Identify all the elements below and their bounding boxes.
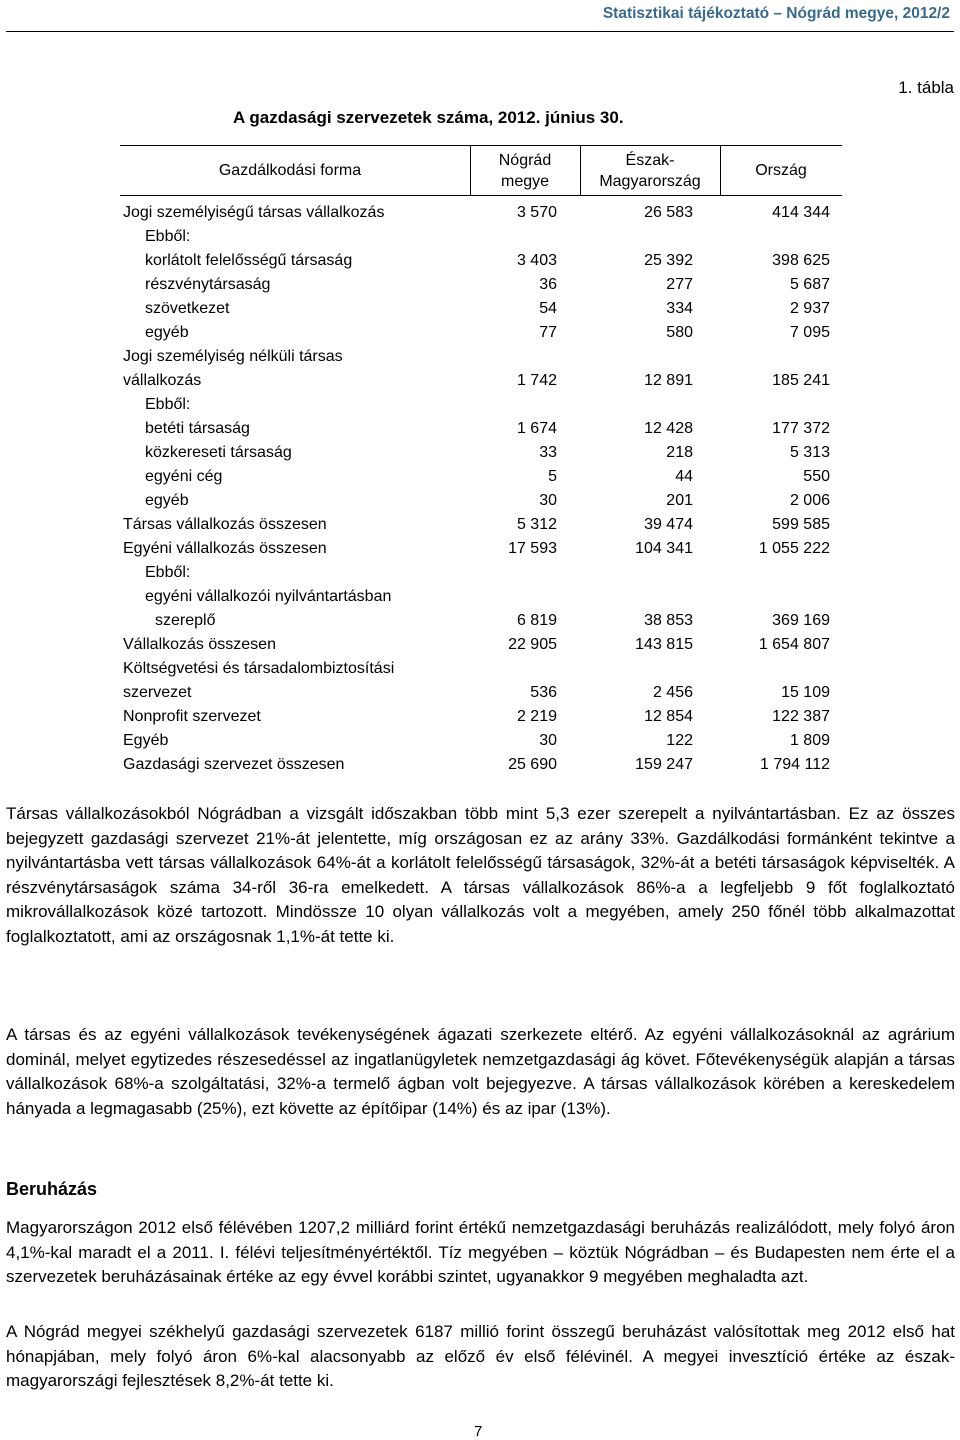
- cell-nograd: 36: [539, 276, 557, 293]
- table-header-rule: [120, 195, 842, 196]
- cell-nograd: 22 905: [508, 636, 557, 653]
- cell-nograd: 5: [548, 468, 557, 485]
- cell-nograd: 1 674: [516, 420, 557, 437]
- row-label: [145, 321, 189, 345]
- cell-eszak: 25 392: [644, 252, 693, 269]
- cell-nograd: 3 403: [516, 252, 557, 269]
- table-row: [0, 705, 960, 729]
- row-label: [123, 201, 384, 225]
- cell-orszag: 5 313: [789, 444, 830, 461]
- table-row: [0, 729, 960, 753]
- cell-eszak: 104 341: [635, 540, 693, 557]
- table-row: [0, 321, 960, 345]
- table-row: [0, 345, 960, 393]
- cell-orszag: 1 654 807: [758, 636, 830, 653]
- row-label: [145, 585, 391, 633]
- row-label-line: betéti társaság: [145, 420, 250, 437]
- row-label: [145, 417, 250, 441]
- row-label: [145, 561, 190, 585]
- cell-orszag: 185 241: [772, 372, 830, 389]
- cell-eszak: 2 456: [652, 684, 693, 701]
- row-label-line: korlátolt felelősségű társaság: [145, 252, 353, 269]
- cell-orszag: 1 809: [789, 732, 830, 749]
- row-label-line: Gazdasági szervezet összesen: [123, 756, 345, 773]
- table-row: [0, 753, 960, 777]
- row-label-line: egyéb: [145, 324, 189, 341]
- cell-eszak: 44: [675, 468, 693, 485]
- cell-nograd: 6 819: [516, 612, 557, 629]
- row-label: [145, 393, 190, 417]
- cell-orszag: 122 387: [772, 708, 830, 725]
- column-header-eszak-line: Észak-: [625, 152, 675, 169]
- column-header-eszak: [580, 150, 720, 192]
- table-row: [0, 513, 960, 537]
- row-label: [123, 753, 344, 777]
- row-label-line: Nonprofit szervezet: [123, 708, 261, 725]
- row-label: [123, 537, 327, 561]
- cell-eszak: 159 247: [635, 756, 693, 773]
- cell-orszag: 1 794 112: [760, 756, 830, 773]
- row-label: [145, 225, 190, 249]
- column-header-form: Gazdálkodási forma: [218, 162, 362, 179]
- cell-eszak: 218: [666, 444, 693, 461]
- cell-nograd: 54: [539, 300, 557, 317]
- cell-orszag: 414 344: [772, 204, 830, 221]
- stats-table: [0, 145, 960, 773]
- row-label: [145, 297, 229, 321]
- row-label: [145, 489, 189, 513]
- cell-orszag: 599 585: [772, 516, 830, 533]
- cell-nograd: 536: [530, 684, 557, 701]
- cell-eszak: 12 891: [644, 372, 693, 389]
- row-label-line: egyéni cég: [145, 468, 223, 485]
- table-row: [0, 465, 960, 489]
- column-header-eszak-line: Magyarország: [599, 173, 701, 190]
- table-row: [0, 393, 960, 417]
- row-label: [123, 657, 394, 705]
- cell-orszag: 15 109: [781, 684, 830, 701]
- column-header-orszag: Ország: [755, 162, 807, 179]
- row-label: [145, 273, 270, 297]
- paragraph: Társas vállalkozásokból Nógrádban a vizsgált időszakban több mint 5,3 ezer szerepelt a nyilvántartásban. Ez az összes bejegyzett gazdasági szervezet 21%-át jelentette, míg országosan ez az arány 33%. Gazdálkodási formánként tekintve a nyilvántartásba vett társas vállalkozások 64%-át a korlátolt felelősségű társaságok, 32%-át a betéti társaságok képviselték. A részvénytársaságok száma 34-ről 36-ra emelkedett. A társas vállalkozások 86%-a a legfeljebb 9 főt foglalkoztató mikrovállalkozások közé tartozott. Mindössze 10 olyan vállalkozás volt a megyében, amely 250 főnél több alkalmazottat foglalkoztatott, ami az országosnak 1,1%-át tette ki.: [6, 804, 955, 946]
- table-top-rule: [120, 145, 842, 146]
- cell-orszag: 550: [803, 468, 830, 485]
- table-row: [0, 297, 960, 321]
- row-label-line: Egyéb: [123, 732, 169, 749]
- row-label-line: szereplő: [155, 612, 216, 629]
- cell-orszag: 2 006: [789, 492, 830, 509]
- row-label-line: Ebből:: [145, 396, 191, 413]
- row-label-line: vállalkozás: [123, 372, 202, 389]
- cell-eszak: 143 815: [635, 636, 693, 653]
- row-label-line: Társas vállalkozás összesen: [123, 516, 327, 533]
- row-label-line: Költségvetési és társadalombiztosítási: [123, 660, 395, 677]
- row-label-line: Jogi személyiségű társas vállalkozás: [123, 204, 385, 221]
- row-label: [145, 249, 352, 273]
- cell-eszak: 201: [666, 492, 693, 509]
- row-label: [145, 441, 292, 465]
- paragraph: A Nógrád megyei székhelyű gazdasági szervezetek 6187 millió forint összegű beruházást valósítottak meg 2012 első hat hónapjában, mely folyó áron 6%-kal alacsonyabb az előző év első félévinél. A megyei invesztíció értéke az észak-magyarországi fejlesztések 8,2%-át tette ki.: [6, 1322, 955, 1390]
- cell-orszag: 398 625: [772, 252, 830, 269]
- table-row: [0, 249, 960, 273]
- cell-eszak: 38 853: [644, 612, 693, 629]
- cell-eszak: 26 583: [644, 204, 693, 221]
- table-row: [0, 225, 960, 249]
- cell-eszak: 122: [666, 732, 693, 749]
- table-row: [0, 441, 960, 465]
- row-label: [123, 705, 261, 729]
- cell-orszag: 369 169: [772, 612, 830, 629]
- row-label-line: egyéb: [145, 492, 189, 509]
- page-number: 7: [474, 1423, 483, 1440]
- table-row: [0, 201, 960, 225]
- table-row: [0, 537, 960, 561]
- cell-nograd: 30: [539, 732, 557, 749]
- row-label-line: szövetkezet: [145, 300, 230, 317]
- row-label: [145, 465, 222, 489]
- row-label-line: egyéni vállalkozói nyilvántartásban: [145, 588, 392, 605]
- row-label-line: részvénytársaság: [145, 276, 271, 293]
- cell-nograd: 77: [539, 324, 557, 341]
- cell-orszag: 2 937: [789, 300, 830, 317]
- row-label-line: Egyéni vállalkozás összesen: [123, 540, 327, 557]
- header-rule: [6, 31, 954, 32]
- cell-orszag: 5 687: [789, 276, 830, 293]
- cell-nograd: 17 593: [508, 540, 557, 557]
- cell-eszak: 334: [666, 300, 693, 317]
- cell-eszak: 12 854: [644, 708, 693, 725]
- table-title: A gazdasági szervezetek száma, 2012. június 30.: [233, 108, 624, 127]
- cell-nograd: 3 570: [516, 204, 557, 221]
- table-row: [0, 633, 960, 657]
- row-label-line: szervezet: [123, 684, 192, 701]
- cell-orszag: 7 095: [789, 324, 830, 341]
- cell-nograd: 30: [539, 492, 557, 509]
- row-label: [123, 729, 168, 753]
- column-header-nograd-line: megye: [500, 173, 550, 190]
- row-label-line: Vállalkozás összesen: [123, 636, 276, 653]
- table-row: [0, 561, 960, 585]
- column-header-nograd-line: Nógrád: [498, 152, 552, 169]
- cell-eszak: 580: [666, 324, 693, 341]
- cell-nograd: 33: [539, 444, 557, 461]
- cell-nograd: 2 219: [516, 708, 557, 725]
- table-number: 1. tábla: [898, 78, 954, 97]
- table-row: [0, 489, 960, 513]
- row-label-line: Jogi személyiség nélküli társas: [123, 348, 343, 365]
- section-title: Beruházás: [6, 1179, 98, 1199]
- table-header: [0, 145, 960, 195]
- cell-orszag: 177 372: [772, 420, 830, 437]
- row-label: [123, 345, 343, 393]
- cell-eszak: 12 428: [644, 420, 693, 437]
- table-row: [0, 273, 960, 297]
- row-label: [123, 513, 327, 537]
- cell-orszag: 1 055 222: [758, 540, 830, 557]
- paragraph: Magyarországon 2012 első félévében 1207,2 milliárd forint értékű nemzetgazdasági beruházás realizálódott, mely folyó áron 4,1%-kal maradt el a 2011. I. félévi teljesítményértéktől. Tíz megyében – köztük Nógrádban – és Budapesten nem érte el a szervezetek beruházásainak értéke az egy évvel korábbi szintet, ugyanakkor 9 megyében meghaladta azt.: [6, 1218, 955, 1286]
- cell-nograd: 25 690: [508, 756, 557, 773]
- column-header-nograd: [470, 150, 580, 192]
- row-label-line: közkereseti társaság: [145, 444, 292, 461]
- cell-eszak: 39 474: [644, 516, 693, 533]
- row-label: [123, 633, 276, 657]
- row-label-line: Ebből:: [145, 564, 191, 581]
- row-label-line: Ebből:: [145, 228, 191, 245]
- cell-nograd: 5 312: [516, 516, 557, 533]
- paragraph: A társas és az egyéni vállalkozások tevékenységének ágazati szerkezete eltérő. Az egyéni vállalkozásoknál az agrárium dominál, melyet egytizedes részesedéssel az ingatlanügyletek nemzetgazdasági ág követ. Főtevékenységük alapján a társas vállalkozások 68%-a szolgáltatási, 32%-a termelő ágban volt bejegyezve. A társas vállalkozások körében a kereskedelem hányada a legmagasabb (25%), ezt követte az építőipar (14%) és az ipar (13%).: [6, 1025, 955, 1118]
- table-row: [0, 585, 960, 633]
- cell-nograd: 1 742: [516, 372, 557, 389]
- table-row: [0, 657, 960, 705]
- table-row: [0, 417, 960, 441]
- running-header: Statisztikai tájékoztató – Nógrád megye, 2012/2: [602, 5, 950, 22]
- cell-eszak: 277: [666, 276, 693, 293]
